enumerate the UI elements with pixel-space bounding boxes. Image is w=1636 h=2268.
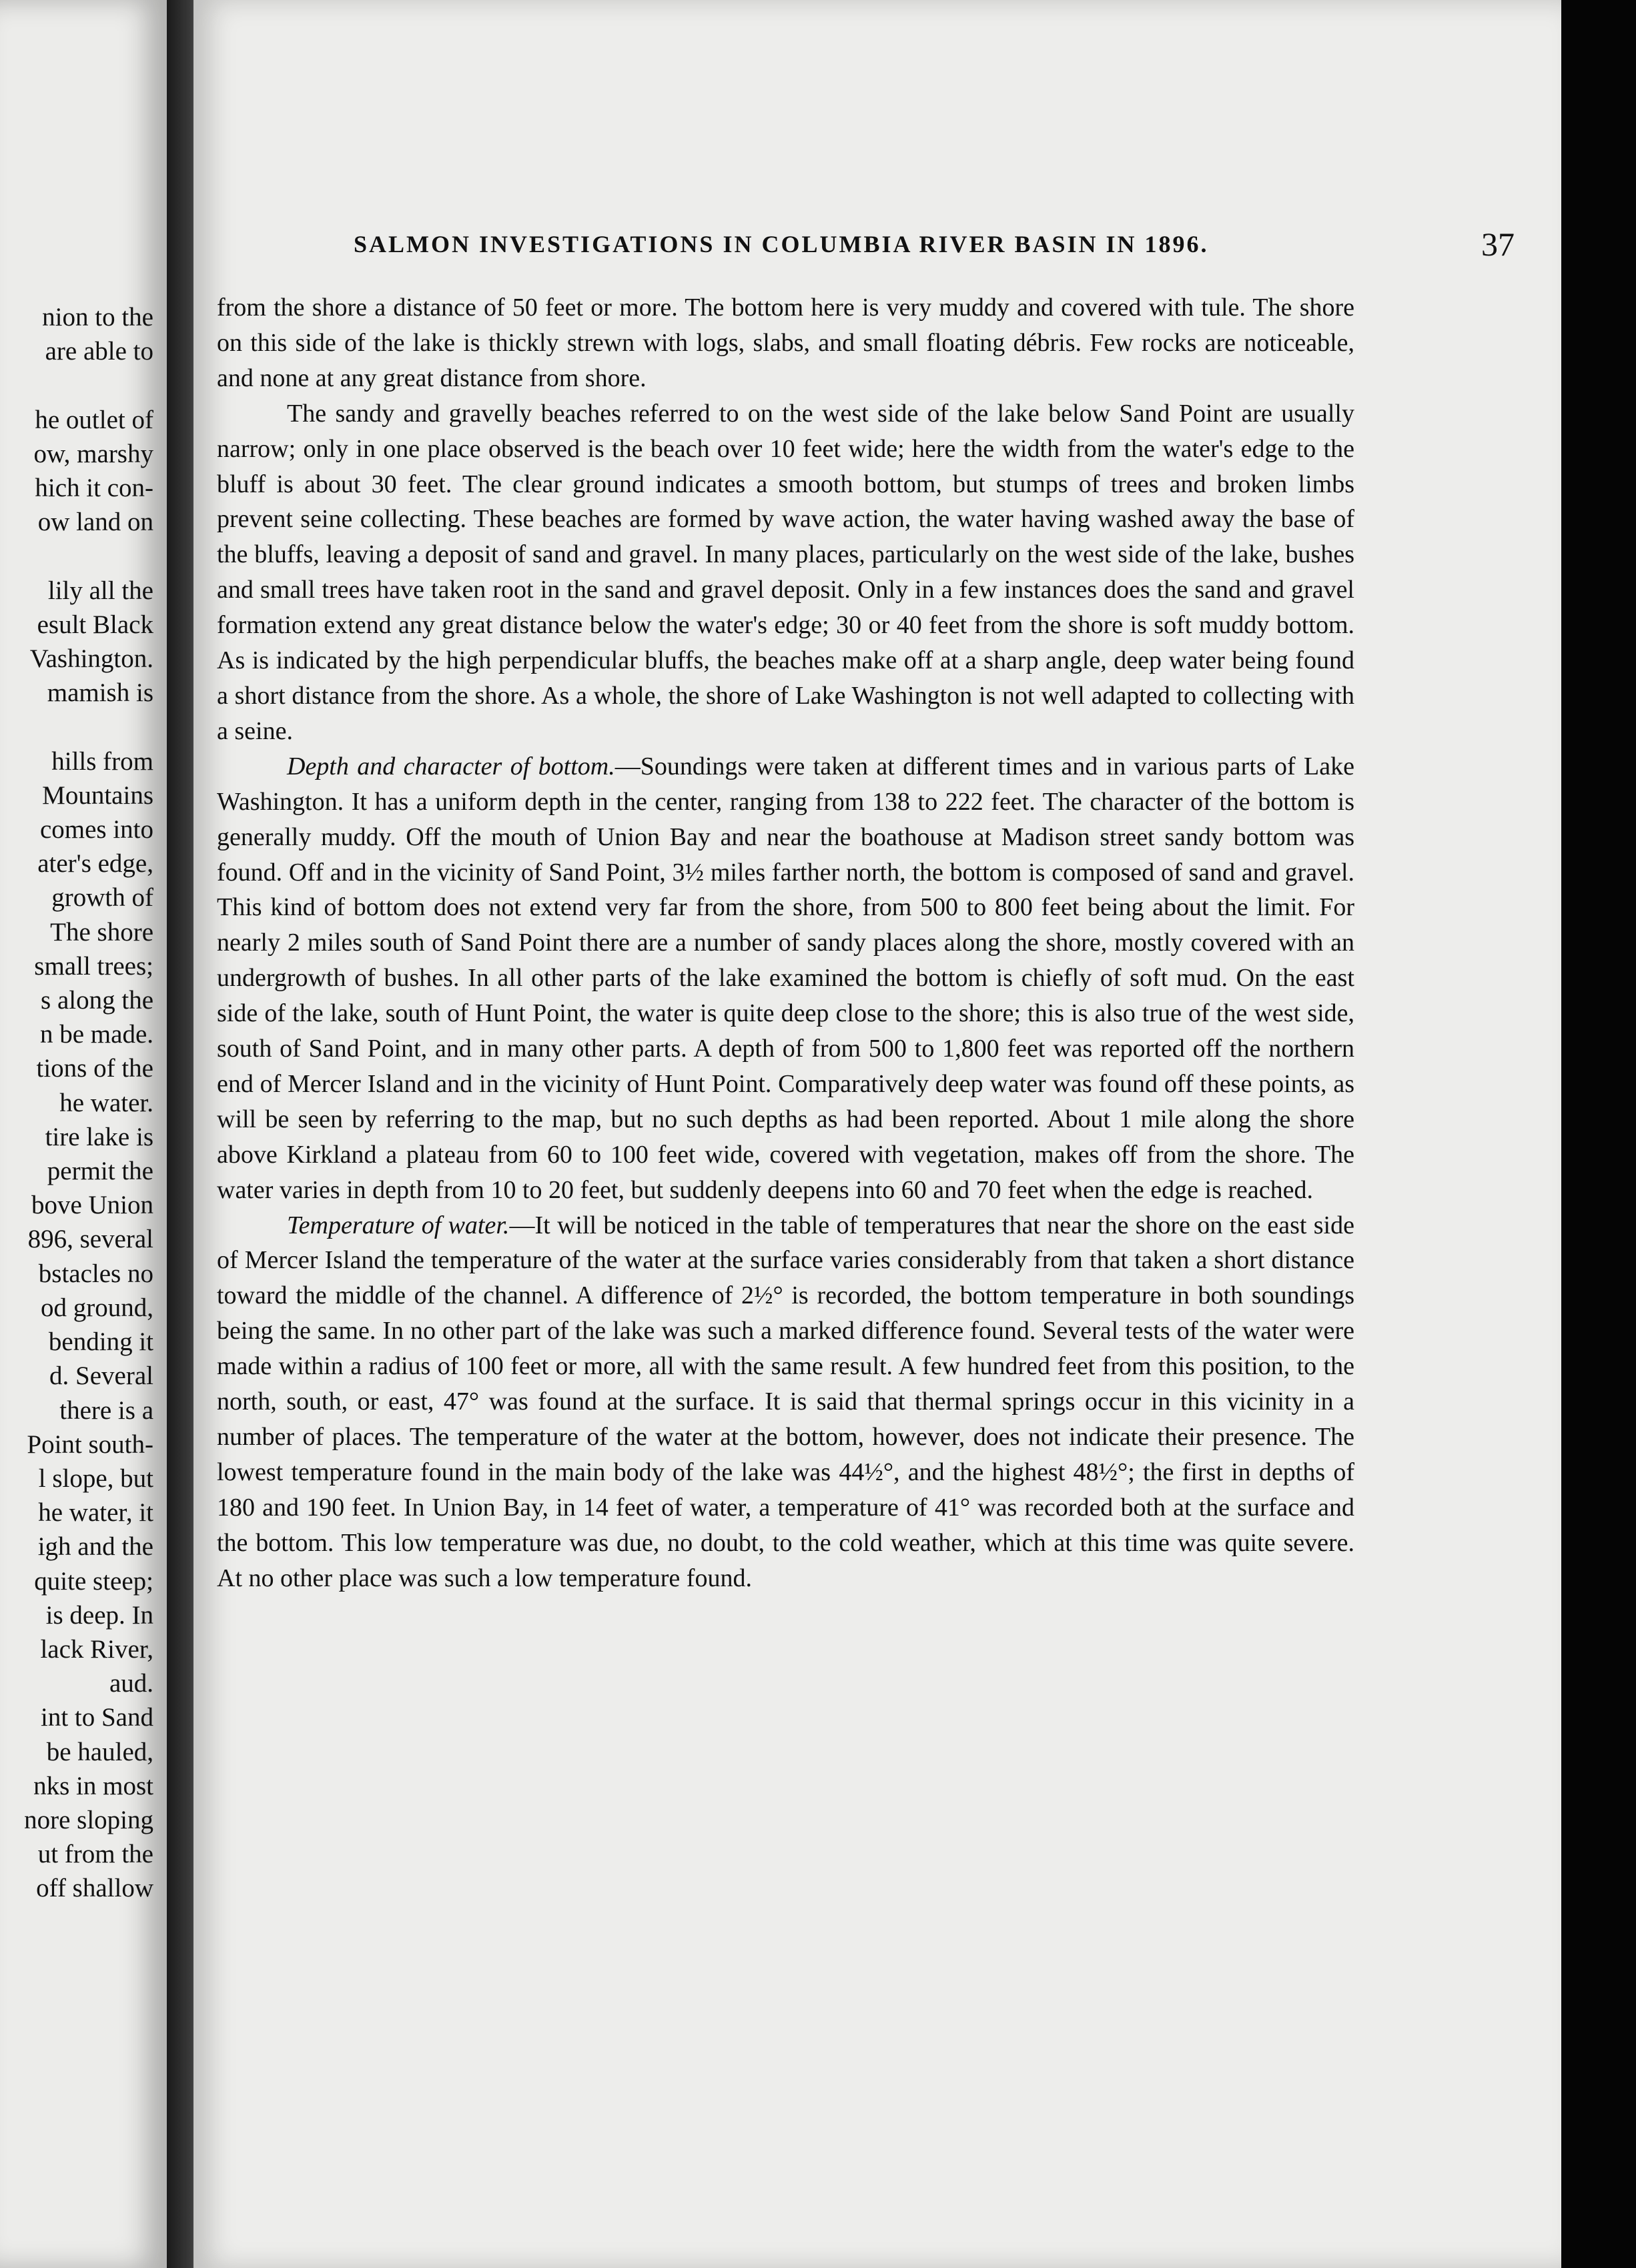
facing-page-line: growth of bbox=[51, 883, 153, 913]
scan-border bbox=[1561, 0, 1636, 2268]
facing-page-line: he outlet of bbox=[35, 405, 153, 434]
facing-page-line: is deep. In bbox=[45, 1600, 153, 1630]
running-head bbox=[354, 225, 1515, 270]
facing-page-line: Vashington. bbox=[29, 644, 153, 674]
facing-page-line: od ground, bbox=[41, 1293, 153, 1322]
page-number: 37 bbox=[1481, 225, 1515, 263]
section-heading-depth: Depth and character of bottom. bbox=[287, 752, 615, 780]
facing-page-line: ater's edge, bbox=[37, 849, 153, 879]
facing-page-fragment bbox=[0, 0, 167, 2268]
facing-page-line: hills from bbox=[51, 746, 153, 776]
facing-page-line: aud. bbox=[109, 1669, 153, 1698]
facing-page-line: bending it bbox=[48, 1327, 153, 1357]
paragraph-3-text: —Soundings were taken at different times and in various parts of Lake Washington. It has a uniform depth in the center, ranging from 138 to 222 feet. The character of the bottom is generally muddy. Off the mouth of Union Bay and near the boathouse at Madison street sandy bottom was found. Off and in the vicinity of Sand Point, 3½ miles farther north, the bottom is composed of sand and gravel. This kind of bottom does not extend very far from the shore, from 500 to 800 feet being about the limit. For nearly 2 miles south of Sand Point there are a number of sandy places along the shore, mostly covered with an undergrowth of bushes. In all other parts of the lake examined the bottom is chiefly of soft mud. On the east side of the lake, south of Hunt Point, the water is quite deep close to the shore; this is also true of the west side, south of Sand Point, and in many other parts. A depth of from 500 to 1,800 feet was reported off the northern end of Mercer Island and in the vicinity of Hunt Point. Comparatively deep water was found off these points, as will be seen by referring to the map, but no such depths as had been reported. About 1 mile along the shore above Kirkland a plateau from 60 to 100 feet wide, covered with vegetation, makes off from the shore. The water varies in depth from 10 to 20 feet, but suddenly deepens into 60 and 70 feet when the edge is reached. bbox=[217, 752, 1354, 1204]
paragraph-4 bbox=[217, 1208, 1354, 1596]
facing-page-line: d. Several bbox=[49, 1361, 153, 1391]
facing-page-line: be hauled, bbox=[46, 1737, 153, 1766]
running-title: SALMON INVESTIGATIONS IN COLUMBIA RIVER BASIN IN 1896. bbox=[354, 231, 1209, 257]
facing-page-line: small trees; bbox=[34, 951, 153, 981]
facing-page-line: ow, marshy bbox=[33, 439, 153, 468]
facing-page-line: s along the bbox=[41, 986, 153, 1015]
body-text bbox=[217, 290, 1354, 1596]
facing-page-line: esult Black bbox=[37, 610, 153, 639]
facing-page-line: ow land on bbox=[37, 508, 153, 537]
paragraph-4-text: —It will be noticed in the table of temperatures that near the shore on the east side of Mercer Island the temperature of the water at the surface varies considerably from that taken a short distance toward the middle of the channel. A difference of 2½° is recorded, the bottom temperature in both soundings being the same. In no other part of the lake was such a marked difference found. Several tests of the water were made within a radius of 100 feet or more, all with the same result. A few hundred feet from this position, to the north, south, or east, 47° was found at the surface. It is said that thermal springs occur in this vicinity in a number of places. The temperature of the water at the bottom, however, does not indicate their presence. The lowest temperature found in the main body of the lake was 44½°, and the highest 48½°; the first in depths of 180 and 190 feet. In Union Bay, in 14 feet of water, a temperature of 41° was recorded both at the surface and the bottom. This low temperature was due, no doubt, to the cold weather, which at this time was quite severe. At no other place was such a low temperature found. bbox=[217, 1211, 1354, 1592]
facing-page-line: lily all the bbox=[47, 576, 153, 605]
facing-page-line: nion to the bbox=[42, 303, 153, 332]
facing-page-line: lack River, bbox=[40, 1634, 153, 1664]
facing-page-line: permit the bbox=[47, 1157, 153, 1186]
facing-page-line: nore sloping bbox=[24, 1805, 153, 1834]
facing-page-line: quite steep; bbox=[34, 1566, 153, 1596]
facing-page-line: ut from the bbox=[37, 1840, 153, 1869]
page bbox=[193, 0, 1561, 2268]
facing-page-line: off shallow bbox=[36, 1874, 153, 1903]
facing-page-line: The shore bbox=[50, 917, 153, 947]
facing-page-line: comes into bbox=[39, 815, 153, 844]
facing-page-line: he water. bbox=[59, 1088, 153, 1117]
paragraph-1: from the shore a distance of 50 feet or more. The bottom here is very muddy and covered with tule. The shore on this side of the lake is thickly strewn with logs, slabs, and small floating débris. Few rocks are noticeable, and none at any great distance from shore. bbox=[217, 294, 1354, 392]
section-heading-temperature: Temperature of water. bbox=[287, 1211, 510, 1239]
facing-page-line: bove Union bbox=[31, 1191, 153, 1220]
facing-page-text bbox=[0, 300, 153, 1906]
facing-page-line: 896, several bbox=[27, 1225, 153, 1254]
facing-page-line: int to Sand bbox=[40, 1703, 153, 1732]
facing-page-line: Point south- bbox=[27, 1430, 153, 1459]
facing-page-line: nks in most bbox=[33, 1771, 153, 1800]
facing-page-line: are able to bbox=[45, 337, 153, 366]
facing-page-line: hich it con- bbox=[35, 474, 153, 503]
facing-page-line: Mountains bbox=[42, 780, 153, 810]
facing-page-line bbox=[0, 710, 153, 744]
paragraph-2: The sandy and gravelly beaches referred to on the west side of the lake below Sand Point are usually narrow; only in one place observed is the beach over 10 feet wide; here the width from the water's edge to the bluff is about 30 feet. The clear ground indicates a smooth bottom, but stumps of trees and broken limbs prevent seine collecting. These beaches are formed by wave action, the water having washed away the base of the bluffs, leaving a deposit of sand and gravel. In many places, particularly on the west side of the lake, bushes and small trees have taken root in the sand and gravel deposit. Only in a few instances does the sand and gravel formation extend any great distance below the water's edge; 30 or 40 feet from the shore is soft muddy bottom. As is indicated by the high perpendicular bluffs, the beaches make off at a sharp angle, deep water being found a short distance from the shore. As a whole, the shore of Lake Washington is not well adapted to collecting with a seine. bbox=[217, 399, 1354, 745]
facing-page-line bbox=[0, 368, 153, 402]
facing-page-line: n be made. bbox=[39, 1020, 153, 1049]
facing-page-line: mamish is bbox=[47, 678, 153, 708]
paragraph-3 bbox=[217, 749, 1354, 1208]
facing-page-line: bstacles no bbox=[38, 1259, 153, 1288]
facing-page-line: there is a bbox=[59, 1395, 153, 1425]
facing-page-line: l slope, but bbox=[38, 1464, 153, 1493]
facing-page-line: he water, it bbox=[38, 1498, 153, 1528]
facing-page-line: tions of the bbox=[36, 1054, 153, 1083]
facing-page-line: tire lake is bbox=[45, 1122, 153, 1151]
facing-page-line: igh and the bbox=[37, 1532, 153, 1562]
facing-page-line bbox=[0, 539, 153, 573]
